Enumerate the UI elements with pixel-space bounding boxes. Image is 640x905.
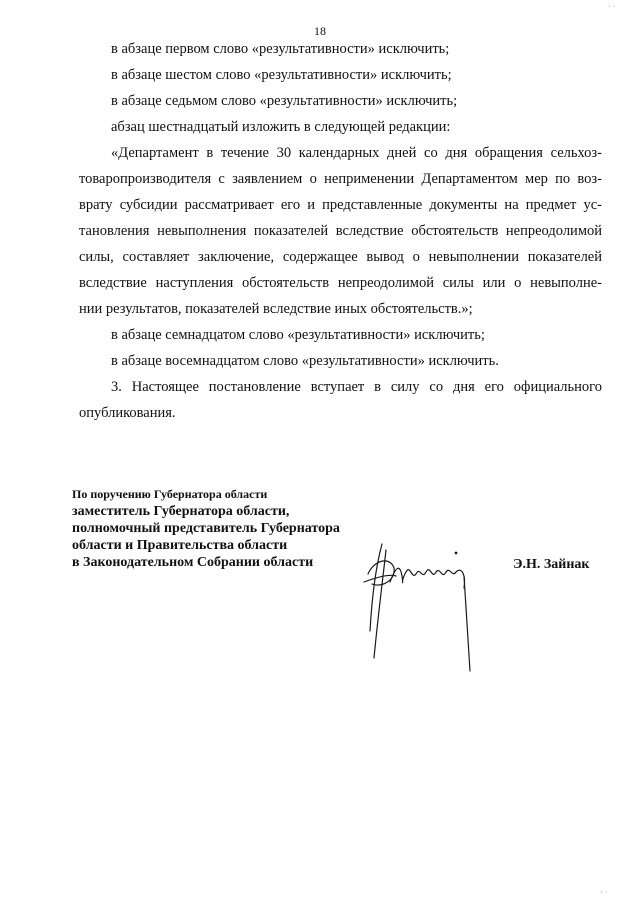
signer-name: Э.Н. Зайнак <box>513 557 590 572</box>
signatory-line-5: в Законодательном Собрании области <box>72 555 314 570</box>
quoted-line-7: нии результатов, показателей вследствие иных обстоятельств.»; <box>79 301 473 317</box>
quoted-line-5: силы, составляет заключение, содержащее вывод о невыполнении показателей <box>79 249 602 265</box>
quoted-line-4: тановления невыполнения показателей вследствие обстоятельств непреодолимой <box>79 223 602 239</box>
signatory-line-4: области и Правительства области <box>72 538 288 553</box>
effective-clause-line-1: 3. Настоящее постановление вступает в силу со дня его официального <box>111 379 602 395</box>
paragraph-7: в абзаце восемнадцатом слово «результативности» исключить. <box>111 353 499 369</box>
signatory-line-2: заместитель Губернатора области, <box>72 504 290 519</box>
effective-clause <box>79 374 602 426</box>
paragraph-6: в абзаце семнадцатом слово «результативности» исключить; <box>111 327 485 343</box>
quoted-line-6: вследствие наступления обстоятельств непреодолимой силы или о невыполне- <box>79 275 602 291</box>
signatory-title <box>72 486 340 571</box>
handwritten-signature <box>360 536 485 676</box>
document-body <box>79 36 602 426</box>
quoted-line-3: врату субсидии рассматривает его и представленные документы на предмет ус- <box>79 197 602 213</box>
quoted-line-2: товаропроизводителя с заявлением о неприменении Департаментом мер по воз- <box>79 171 602 187</box>
paragraph-2: в абзаце шестом слово «результативности» исключить; <box>111 67 452 83</box>
scan-corner-mark-bottom: · · <box>600 888 608 897</box>
effective-clause-line-2: опубликования. <box>79 405 176 421</box>
signatory-line-1: По поручению Губернатора области <box>72 487 268 501</box>
scan-corner-mark-top: · · <box>608 2 616 11</box>
paragraph-4: абзац шестнадцатый изложить в следующей редакции: <box>111 119 451 135</box>
page-number: 18 <box>314 24 326 38</box>
quoted-line-1: «Департамент в течение 30 календарных дней со дня обращения сельхоз- <box>111 145 602 161</box>
paragraph-1: в абзаце первом слово «результативности» исключить; <box>111 41 450 57</box>
signatory-line-3: полномочный представитель Губернатора <box>72 521 340 536</box>
paragraph-3: в абзаце седьмом слово «результативности» исключить; <box>111 93 458 109</box>
quoted-paragraph <box>79 140 602 322</box>
